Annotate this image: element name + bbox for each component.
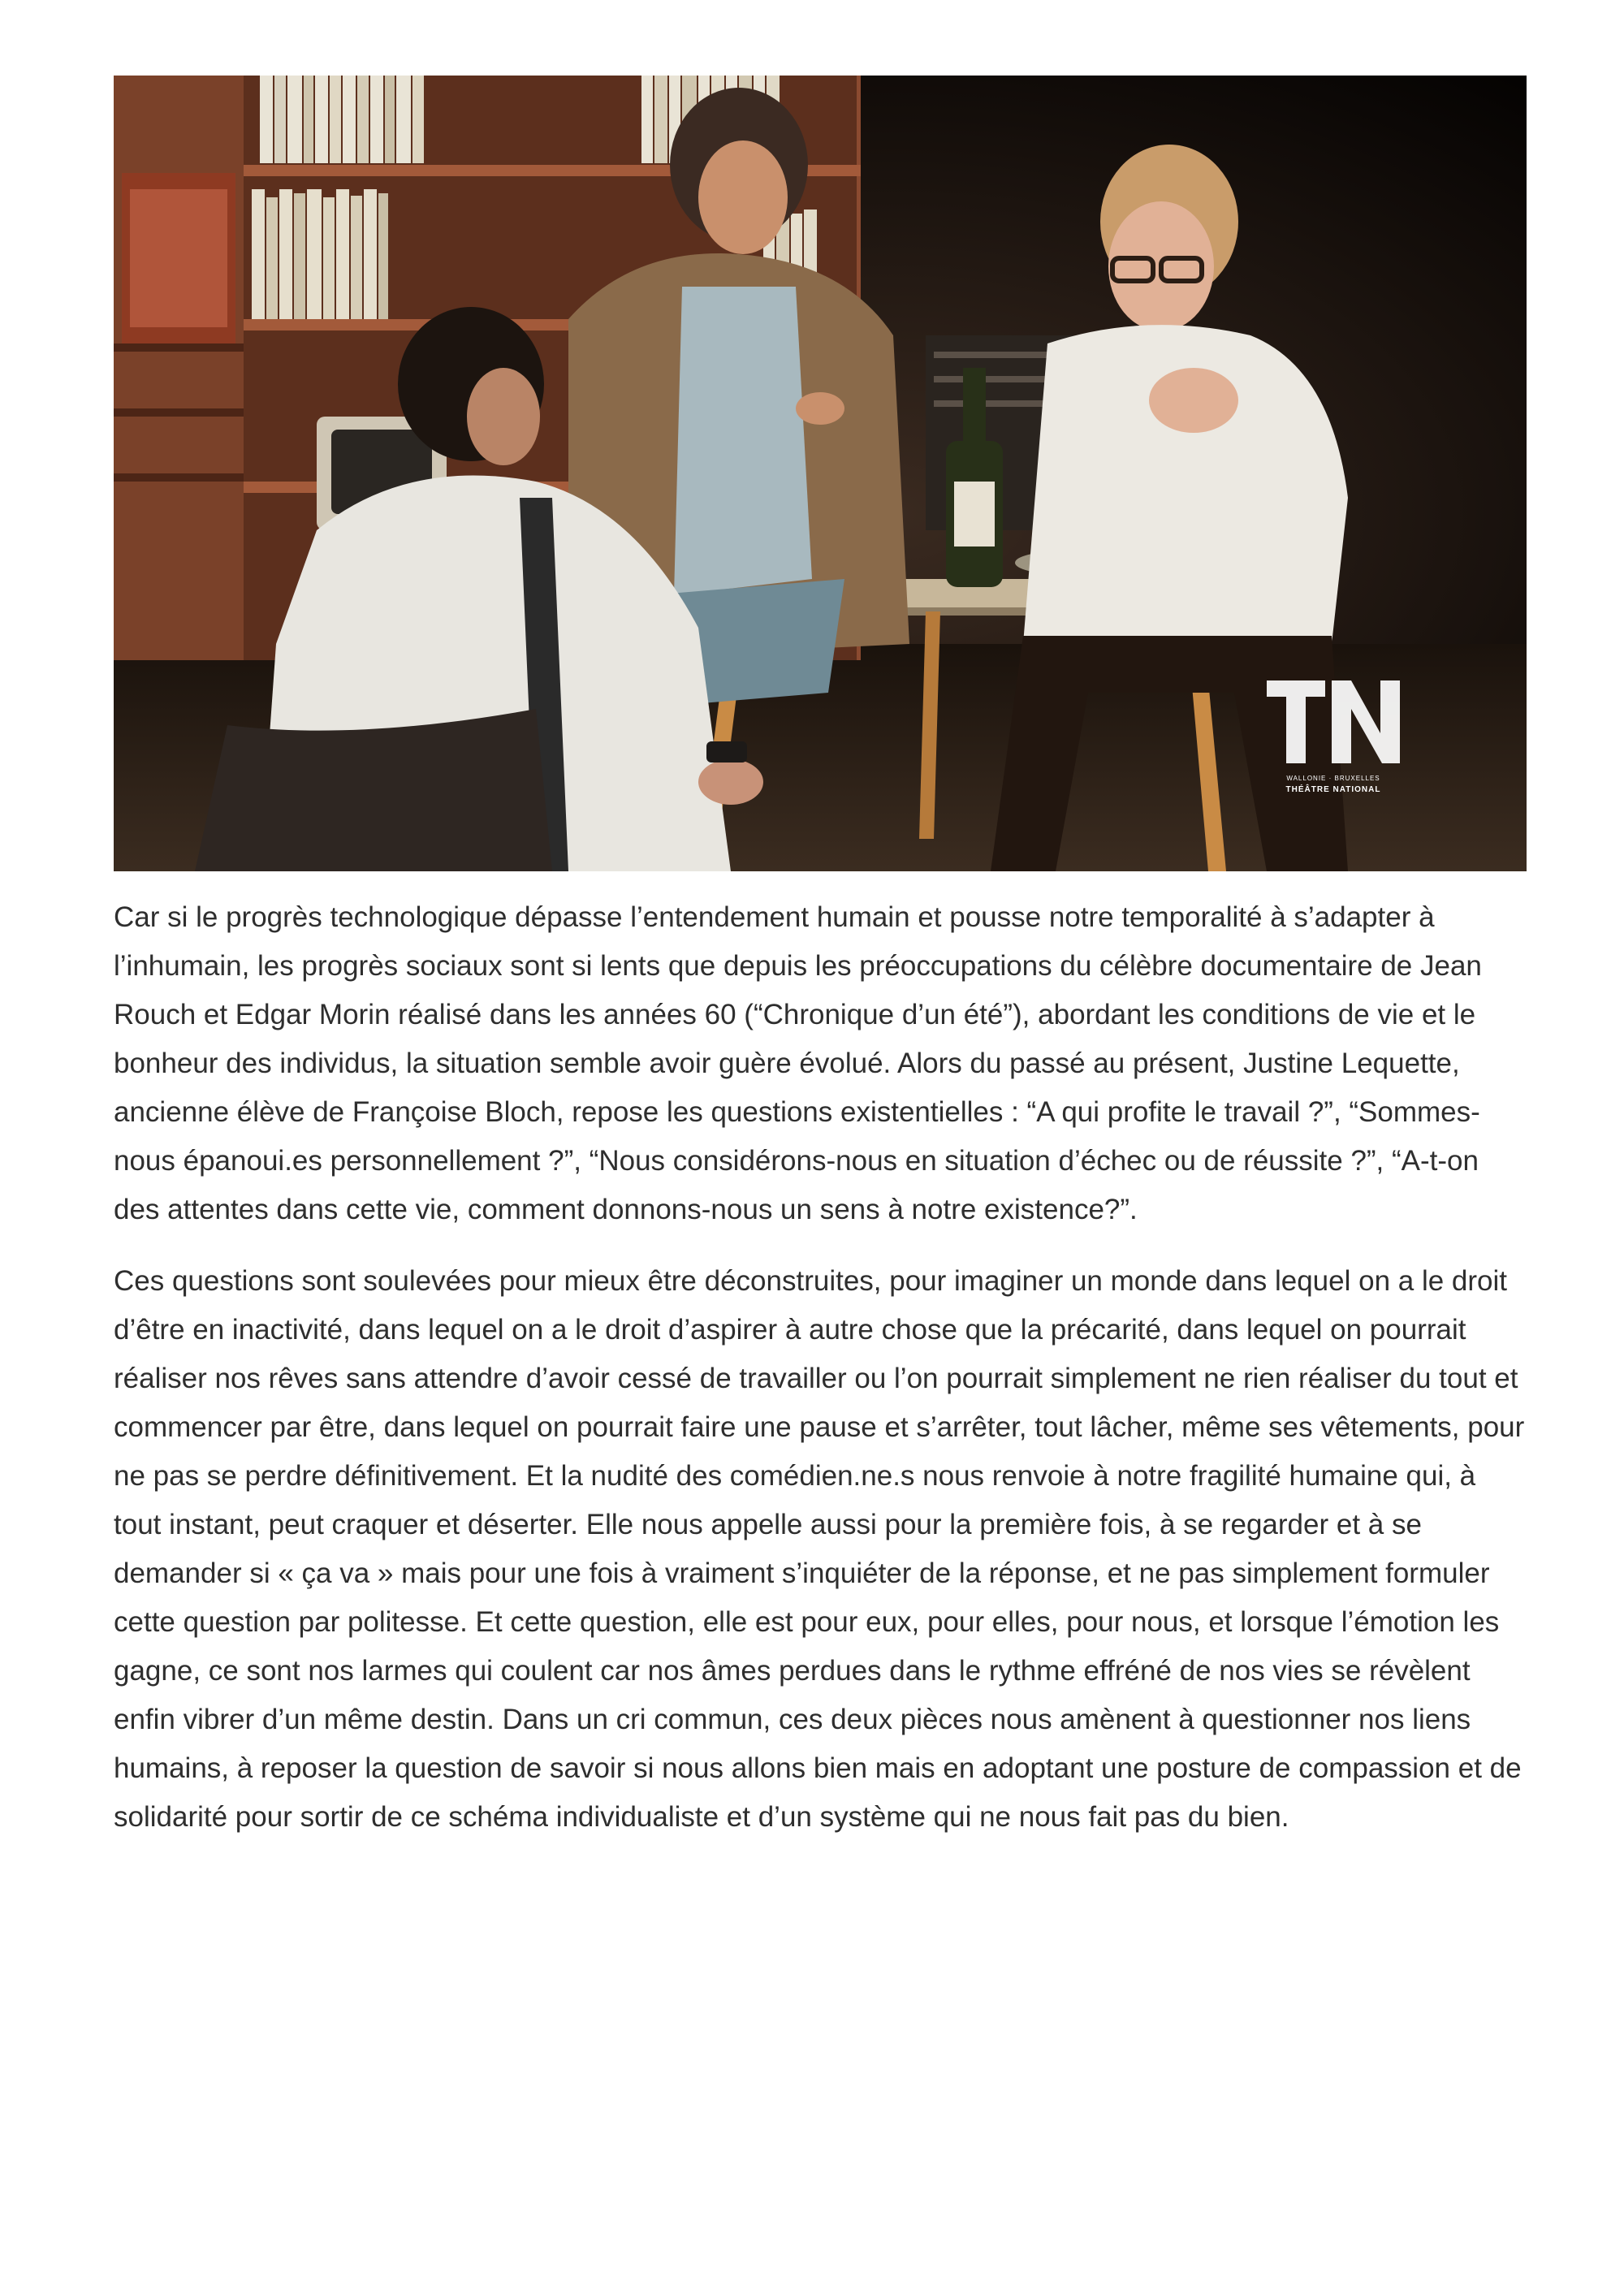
paragraph: Car si le progrès technologique dépasse l’entendement humain et pousse notre temporalité à s’adapter à l’inhumain, les progrès sociaux sont si lents que depuis les préoccupations du célèbre documentaire de Jean Rouch et Edgar Morin réalisé dans les années 60 (“Chronique d’un été”), abordant les conditions de vie et le bonheur des individus, la situation semble avoir guère évolué. Alors du passé au présent, Justine Lequette, ancienne élève de Françoise Bloch, repose les questions existentielles : “A qui profite le travail ?”, “Sommes-nous épanoui.es personnellement ?”, “Nous considérons-nous en situation d’échec ou de réussite ?”, “A-t-on des attentes dans cette vie, comment donnons-nous un sens à notre existence?”.	[114, 901, 1482, 1225]
logo-line2: THÉÂTRE NATIONAL	[1285, 785, 1381, 794]
article-body	[114, 893, 1527, 1864]
logo-line1: WALLONIE · BRUXELLES	[1286, 775, 1380, 782]
paragraph: Ces questions sont soulevées pour mieux être déconstruites, pour imaginer un monde dans lequel on a le droit d’être en inactivité, dans lequel on a le droit d’aspirer à autre chose que la précarité, dans lequel on pourrait réaliser nos rêves sans attendre d’avoir cessé de travailler ou l’on pourrait simplement ne rien réaliser du tout et commencer par être, dans lequel on pourrait faire une pause et s’arrêter, tout lâcher, même ses vêtements, pour ne pas se perdre définitivement. Et la nudité des comédien.ne.s nous renvoie à notre fragilité humaine qui, à tout instant, peut craquer et déserter. Elle nous appelle aussi pour la première fois, à se regarder et à se demander si « ça va » mais pour une fois à vraiment s’inquiéter de la réponse, et ne pas simplement formuler cette question par politesse. Et cette question, elle est pour eux, pour elles, pour nous, et lorsque l’émotion les gagne, ce sont nos larmes qui coulent car nos âmes perdues dans le rythme effréné de nos vies se révèlent enfin vibrer d’un même destin. Dans un cri commun, ces deux pièces nous amènent à questionner nos liens humains, à reposer la question de savoir si nous allons bien mais en adoptant une posture de compassion et de solidarité pour sortir de ce schéma individualiste et d’un système qui ne nous fait pas du bien.	[114, 1265, 1525, 1833]
stage-photo	[114, 76, 1527, 871]
theatre-stage-photo-icon	[114, 76, 1527, 871]
